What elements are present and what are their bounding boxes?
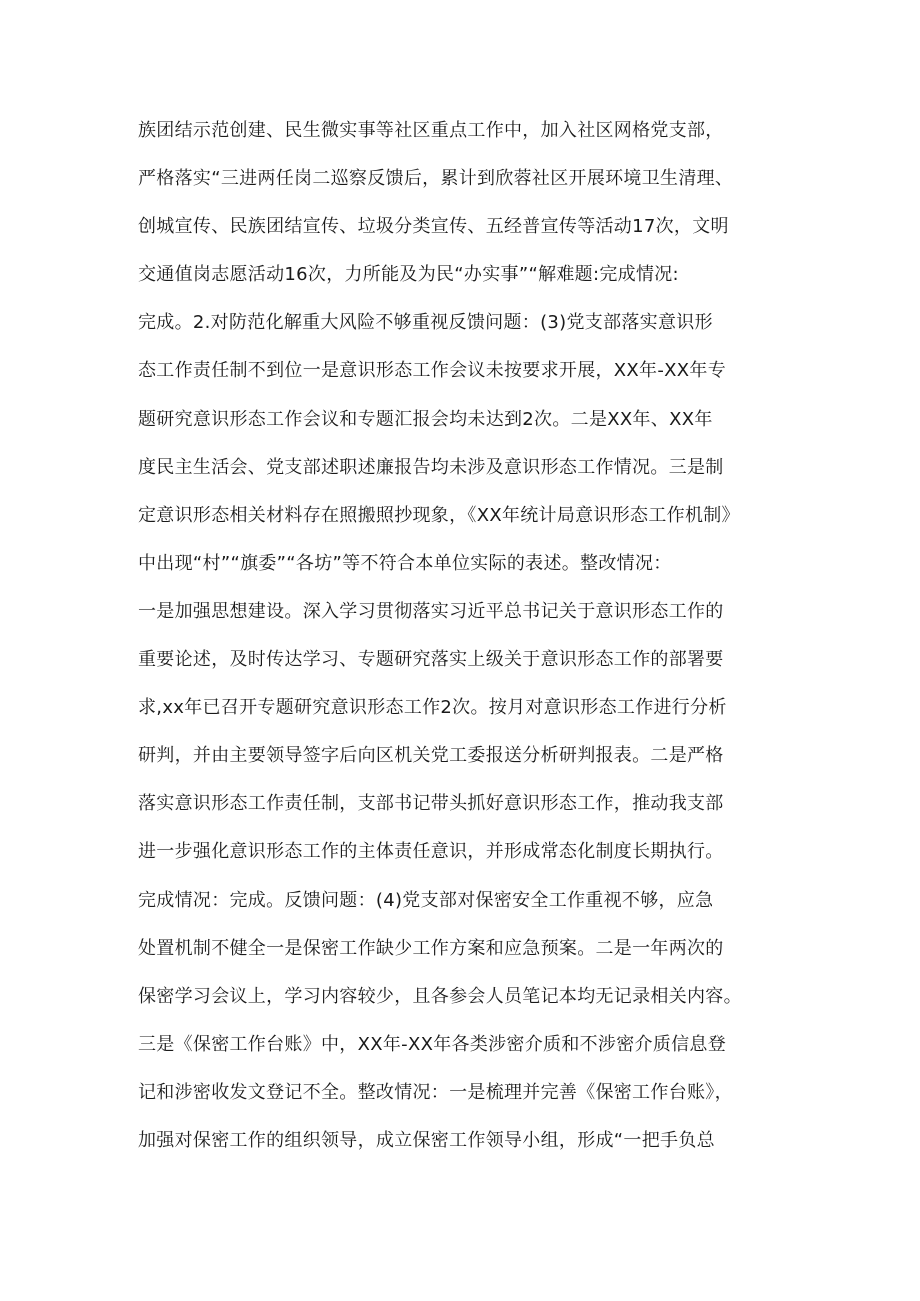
text-line: 态工作责任制不到位一是意识形态工作会议未按要求开展，XX年-XX年专 [138, 360, 727, 382]
text-line: 创城宣传、民族团结宣传、垃圾分类宣传、五经普宣传等活动17次，文明 [138, 216, 729, 238]
text-line: 进一步强化意识形态工作的主体责任意识，并形成常态化制度长期执行。 [138, 841, 724, 863]
body-text [138, 117, 788, 1175]
text-line: 落实意识形态工作责任制，支部书记带头抓好意识形态工作，推动我支部 [138, 793, 724, 815]
text-line: 中出现“村”“旗委”“各坊”等不符合本单位实际的表述。整改情况： [138, 552, 672, 574]
text-line: 处置机制不健全一是保密工作缺少工作方案和应急预案。二是一年两次的 [138, 937, 724, 959]
text-line: 严格落实“三进两任岗二巡察反馈后，累计到欣蓉社区开展环境卫生清理、 [138, 168, 734, 190]
text-line: 保密学习会议上，学习内容较少，且各参会人员笔记本均无记录相关内容。 [138, 985, 742, 1007]
text-line: 族团结示范创建、民生微实事等社区重点工作中，加入社区网格党支部， [138, 120, 724, 141]
text-line: 重要论述，及时传达学习、专题研究落实上级关于意识形态工作的部署要 [138, 649, 724, 671]
text-line: 交通值岗志愿活动16次，力所能及为民“办实事”“解难题:完成情况: [138, 264, 679, 286]
text-line: 求,xx年已召开专题研究意识形态工作2次。按月对意识形态工作进行分析 [138, 697, 727, 719]
text-line: 研判，并由主要领导签字后向区机关党工委报送分析研判报表。二是严格 [138, 745, 724, 767]
text-line: 三是《保密工作台账》中，XX年-XX年各类涉密介质和不涉密介质信息登 [138, 1033, 727, 1055]
text-line: 加强对保密工作的组织领导，成立保密工作领导小组，形成“一把手负总 [138, 1129, 715, 1151]
text-line: 记和涉密收发文登记不全。整改情况：一是梳理并完善《保密工作台账》， [138, 1081, 733, 1103]
text-line: 完成。2.对防范化解重大风险不够重视反馈问题：(3)党支部落实意识形 [138, 312, 713, 334]
text-line: 题研究意识形态工作会议和专题汇报会均未达到2次。二是XX年、XX年 [138, 408, 713, 430]
text-line: 定意识形态相关材料存在照搬照抄现象，《XX年统计局意识形态工作机制》 [138, 504, 740, 526]
text-line: 完成情况：完成。反馈问题：(4)党支部对保密安全工作重视不够，应急 [138, 889, 714, 911]
text-line: 度民主生活会、党支部述职述廉报告均未涉及意识形态工作情况。三是制 [138, 456, 724, 478]
text-line: 一是加强思想建设。深入学习贯彻落实习近平总书记关于意识形态工作的 [138, 600, 724, 622]
